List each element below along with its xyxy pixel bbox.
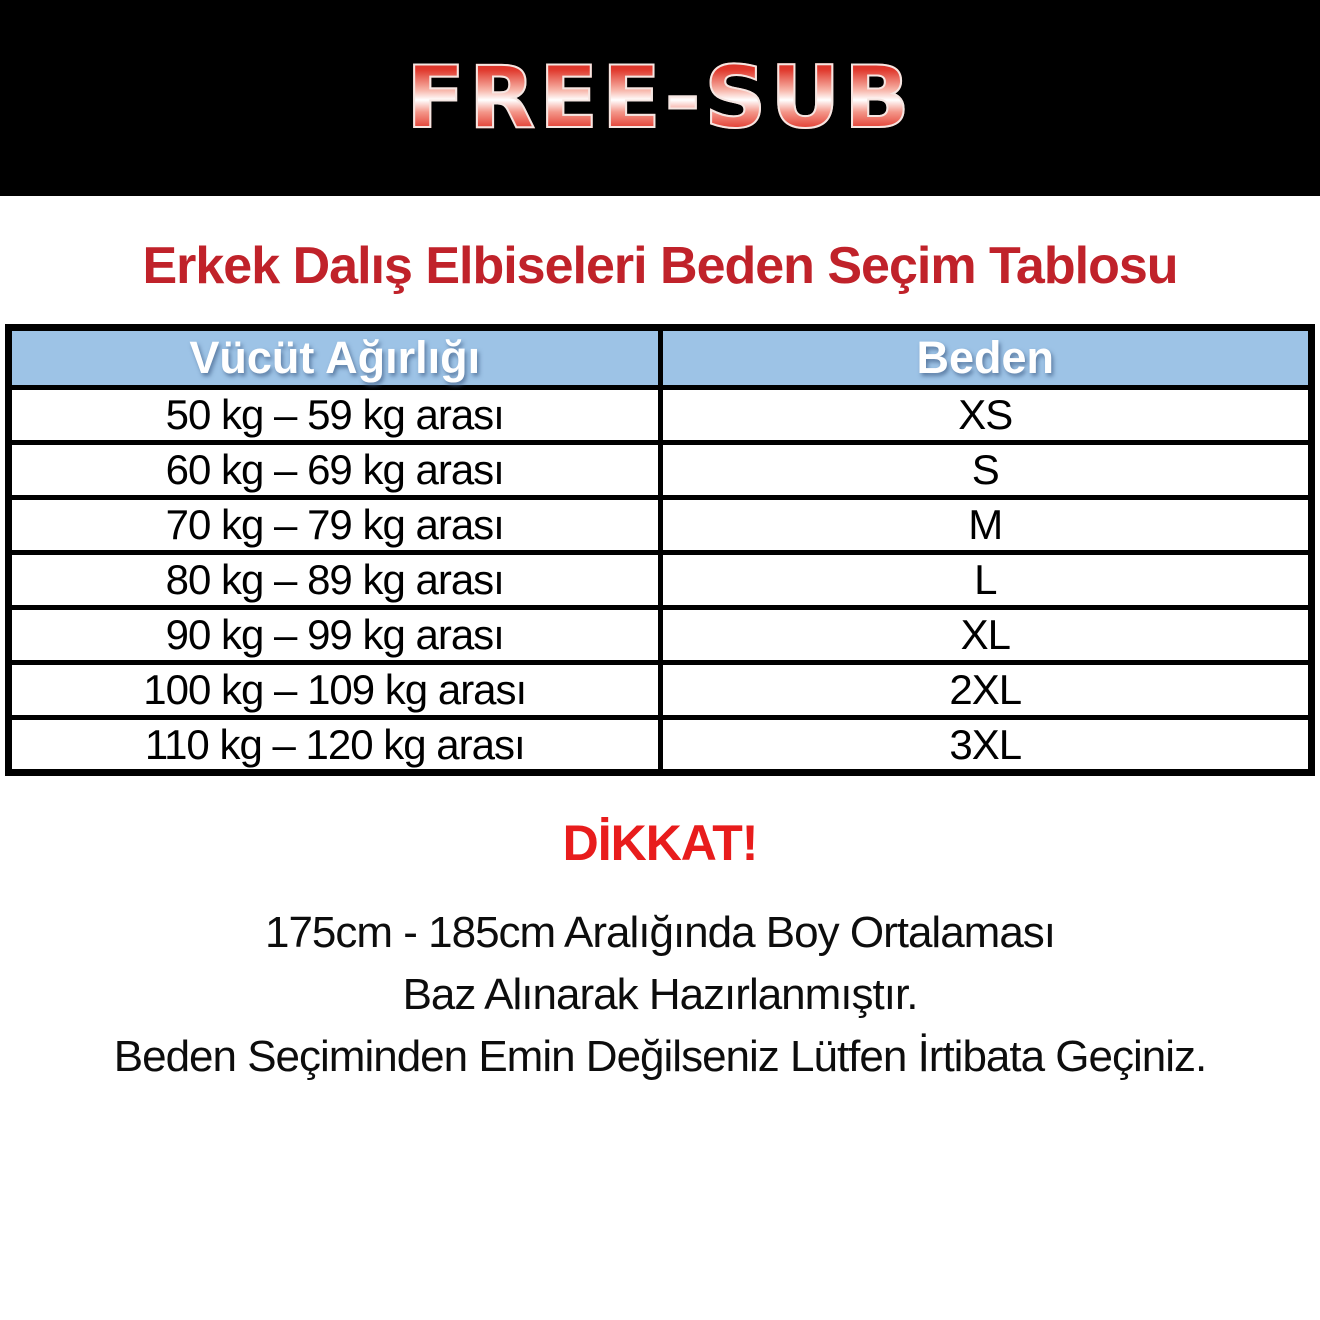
- table-row: [9, 553, 1312, 608]
- table-row: [9, 718, 1312, 773]
- table-row: [9, 663, 1312, 718]
- weight-range-cell: 70 kg – 79 kg arası: [9, 498, 661, 553]
- size-cell: 3XL: [660, 718, 1312, 773]
- warning-section: [0, 814, 1320, 1088]
- table-header-row: [9, 328, 1312, 388]
- table-row: [9, 443, 1312, 498]
- weight-range-cell: 90 kg – 99 kg arası: [9, 608, 661, 663]
- weight-range-cell: 100 kg – 109 kg arası: [9, 663, 661, 718]
- page-title: Erkek Dalış Elbiseleri Beden Seçim Tablosu: [142, 237, 1178, 295]
- size-table: [5, 324, 1315, 776]
- weight-range-cell: 80 kg – 89 kg arası: [9, 553, 661, 608]
- weight-range-cell: 60 kg – 69 kg arası: [9, 443, 661, 498]
- brand-logo: FREE-SUB: [406, 48, 914, 148]
- size-table-body: [9, 388, 1312, 773]
- size-cell: XL: [660, 608, 1312, 663]
- warning-heading: DİKKAT!: [562, 815, 758, 871]
- warning-line-contact: Beden Seçiminden Emin Değilseniz Lütfen İrtibata Geçiniz.: [113, 1032, 1207, 1081]
- table-row: [9, 608, 1312, 663]
- size-cell: S: [660, 443, 1312, 498]
- size-table-head: [9, 328, 1312, 388]
- size-cell: 2XL: [660, 663, 1312, 718]
- brand-banner: [0, 0, 1320, 196]
- weight-range-cell: 50 kg – 59 kg arası: [9, 388, 661, 443]
- size-cell: XS: [660, 388, 1312, 443]
- weight-range-cell: 110 kg – 120 kg arası: [9, 718, 661, 773]
- warning-line-height-range: 175cm - 185cm Aralığında Boy Ortalaması: [264, 908, 1056, 957]
- table-row: [9, 498, 1312, 553]
- size-cell: M: [660, 498, 1312, 553]
- size-cell: L: [660, 553, 1312, 608]
- column-header-weight: Vücüt Ağırlığı: [9, 328, 661, 388]
- column-header-size: Beden: [660, 328, 1312, 388]
- warning-line-basis: Baz Alınarak Hazırlanmıştır.: [402, 970, 918, 1019]
- table-row: [9, 388, 1312, 443]
